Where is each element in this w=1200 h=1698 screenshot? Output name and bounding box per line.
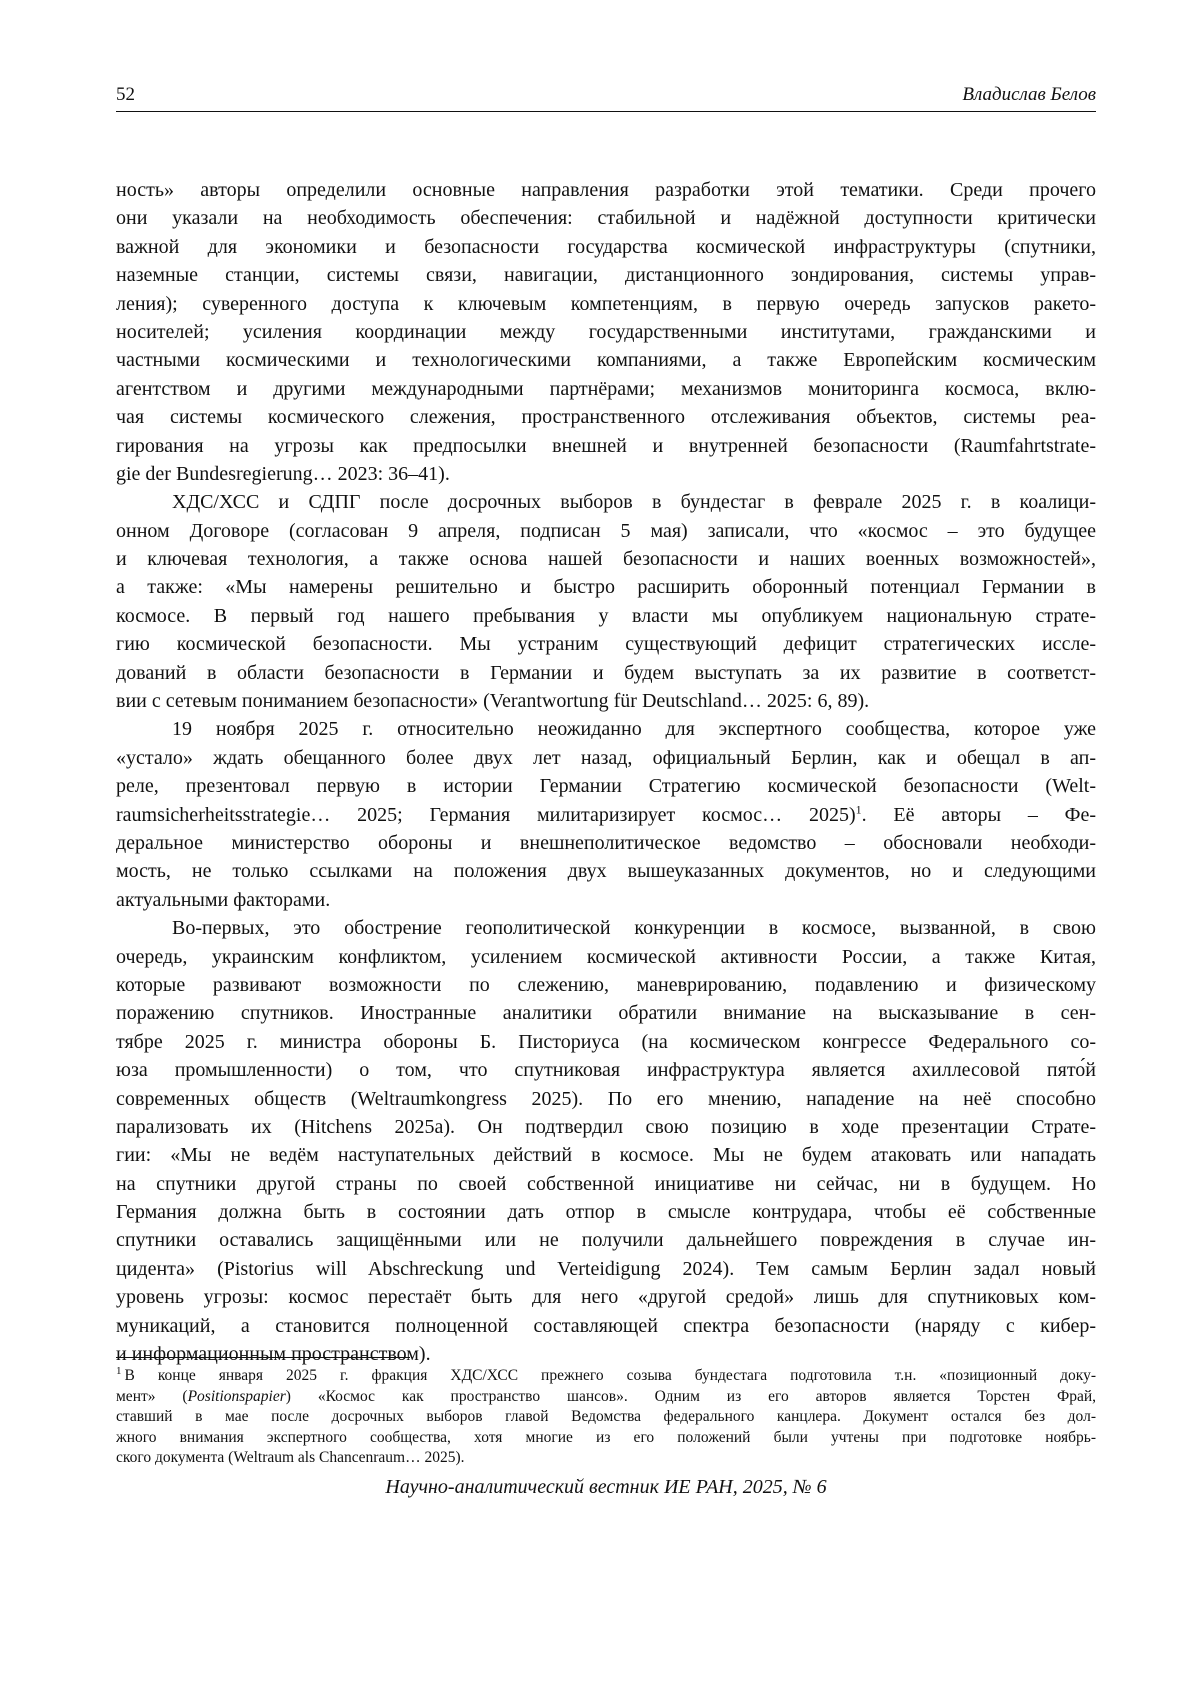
text-line: на спутники другой страны по своей собственной инициативе ни сейчас, ни в будущем. Но xyxy=(116,1172,1096,1195)
footnote-number: 1 xyxy=(116,1366,122,1377)
text-line: носителей; усиления координации между государственными институтами, гражданскими и xyxy=(116,320,1096,343)
text-line: гии: «Мы не ведём наступательных действий в космосе. Мы не будем атаковать или нападать xyxy=(116,1144,1096,1167)
text-line: тябре 2025 г. министра обороны Б. Писториуса (на космическом конгрессе Федерального со- xyxy=(116,1030,1096,1053)
text-segment: мент» ( xyxy=(116,1387,188,1405)
paragraph-1 xyxy=(116,176,1096,488)
text-line: дований в области безопасности в Германии и будем выступать за их развитие в соответст- xyxy=(116,661,1096,684)
running-header xyxy=(116,84,1096,112)
text-line: ХДС/ХСС и СДПГ после досрочных выборов в бундестаг в феврале 2025 г. в коалици- xyxy=(172,491,1096,514)
text-line: «устало» ждать обещанного более двух лет назад, официальный Берлин, как и обещал в ап- xyxy=(116,746,1096,769)
text-segment: ) «Космос как пространство шансов». Одним из его авторов является Торстен Фрай, xyxy=(285,1387,1096,1405)
text-line: очередь, украинским конфликтом, усилением космической активности России, а также Китая, xyxy=(116,945,1096,968)
journal-footer: Научно-аналитический вестник ИЕ РАН, 2025, № 6 xyxy=(385,1476,827,1498)
text-line: вии с сетевым пониманием безопасности» (Verantwortung für Deutschland… 2025: 6, 89). xyxy=(116,690,870,713)
text-line: мость, не только ссылками на положения двух вышеуказанных документов, но и следующими xyxy=(116,860,1096,883)
text-line: поражению спутников. Иностранные аналитики обратили внимание на высказывание в сен- xyxy=(116,1002,1096,1025)
text-line: современных обществ (Weltraumkongress 2025). По его мнению, нападение на неё способно xyxy=(116,1087,1096,1110)
text-line: гирования на угрозы как предпосылки внешней и внутренней безопасности (Raumfahrtstrate- xyxy=(116,434,1096,457)
italic-term: Positionspapier xyxy=(187,1387,286,1405)
text-line: важной для экономики и безопасности государства космической инфраструктуры (спутники, xyxy=(116,235,1096,258)
paragraph-2 xyxy=(116,488,1096,715)
footnote xyxy=(116,1366,1096,1469)
text-line: спутники оставались защищёнными или не получили дальнейшего повреждения в случае ин- xyxy=(116,1229,1096,1252)
text-line: юза промышленности) о том, что спутниковая инфраструктура является ахиллесовой пято́й xyxy=(116,1059,1096,1082)
footnote-marker: 1 xyxy=(855,801,862,816)
text-line: агентством и другими международными партнёрами; механизмов мониторинга космоса, вклю- xyxy=(116,377,1096,400)
text-line: частными космическими и технологическими компаниями, а также Европейским космическим xyxy=(116,349,1096,372)
text-line: парализовать их (Hitchens 2025a). Он подтвердил свою позицию в ходе презентации Страте- xyxy=(116,1115,1096,1138)
article-body xyxy=(116,176,1096,1368)
text-line: которые развивают возможности по слежению, маневрированию, подавлению и физическому xyxy=(116,973,1096,996)
footnote-line xyxy=(116,1366,1096,1387)
text-line: ность» авторы определили основные направления разработки этой тематики. Среди прочего xyxy=(116,179,1096,201)
text-line: наземные станции, системы связи, навигации, дистанционного зондирования, системы управ- xyxy=(116,264,1096,287)
text-line xyxy=(116,801,1096,829)
text-line: 19 ноября 2025 г. относительно неожиданно для экспертного сообщества, которое уже xyxy=(172,718,1096,741)
text-line: деральное министерство обороны и внешнеполитическое ведомство – обосновали необходи- xyxy=(116,831,1096,854)
text-segment: В конце января 2025 г. фракция ХДС/ХСС прежнего созыва бундестага подготовила т.н. «позиционный доку- xyxy=(124,1367,1096,1384)
text-line: цидента» (Pistorius will Abschreckung und Verteidigung 2024). Тем самым Берлин задал новый xyxy=(116,1257,1096,1280)
text-line: gie der Bundesregierung… 2023: 36–41). xyxy=(116,462,450,485)
page-number: 52 xyxy=(116,84,135,105)
text-line: Во-первых, это обострение геополитической конкуренции в космосе, вызванной, в свою xyxy=(172,917,1096,940)
footnote-line: жного внимания экспертного сообщества, хотя многие из его положений были учтены при подготовке ноябрь- xyxy=(116,1428,1096,1446)
text-line: гию космической безопасности. Мы устраним существующий дефицит стратегических иссле- xyxy=(116,633,1096,656)
footnote-line xyxy=(116,1387,1096,1408)
text-line: чая системы космического слежения, пространственного отслеживания объектов, системы реа- xyxy=(116,406,1096,429)
text-line: космосе. В первый год нашего пребывания у власти мы опубликуем национальную страте- xyxy=(116,604,1096,627)
text-line: и информационным пространством). xyxy=(116,1343,431,1366)
footnote-separator xyxy=(116,1357,410,1358)
text-line: онном Договоре (согласован 9 апреля, подписан 5 мая) записали, что «космос – это будущее xyxy=(116,519,1096,542)
running-author: Владислав Белов xyxy=(962,84,1096,105)
footnote-line: ского документа (Weltraum als Chancenraum… 2025). xyxy=(116,1449,465,1466)
header-rule xyxy=(116,111,1096,112)
text-line: ления); суверенного доступа к ключевым компетенциям, в первую очередь запусков ракето- xyxy=(116,292,1096,315)
text-segment: raumsicherheitsstrategie… 2025; Германия милитаризирует космос… 2025) xyxy=(116,803,856,826)
text-segment: . Её авторы – Фе- xyxy=(861,803,1096,826)
text-line: и ключевая технология, а также основа нашей безопасности и наших военных возможностей», xyxy=(116,548,1096,571)
paragraph-4 xyxy=(116,914,1096,1368)
text-line: актуальными факторами. xyxy=(116,888,331,911)
text-line: муникаций, а становится полноценной составляющей спектра безопасности (наряду с кибер- xyxy=(116,1314,1096,1337)
text-line: уровень угрозы: космос перестаёт быть для него «другой средой» лишь для спутниковых ком- xyxy=(116,1286,1096,1309)
text-line: они указали на необходимость обеспечения: стабильной и надёжной доступности критически xyxy=(116,207,1096,230)
paragraph-3 xyxy=(116,715,1096,914)
text-line: реле, презентовал первую в истории Германии Стратегию космической безопасности (Welt- xyxy=(116,775,1096,798)
text-line: а также: «Мы намерены решительно и быстро расширить оборонный потенциал Германии в xyxy=(116,576,1096,599)
text-line: Германия должна быть в состоянии дать отпор в смысле контрудара, чтобы её собственные xyxy=(116,1201,1096,1224)
footnote-line: ставший в мае после досрочных выборов главой Ведомства федерального канцлера. Документ остался без дол- xyxy=(116,1408,1096,1425)
